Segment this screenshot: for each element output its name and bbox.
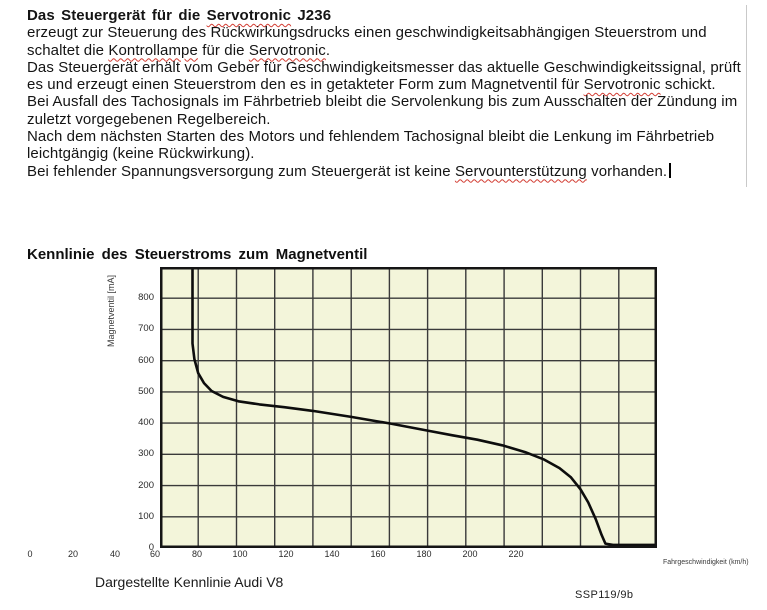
y-tick-label: 600 [138,354,154,366]
y-tick-label: 400 [138,417,154,429]
y-tick-label: 300 [138,448,154,460]
y-tick-label: 500 [138,385,154,397]
misspelled-word: Kontrollampe [108,41,198,59]
y-tick-label: 0 [148,542,154,553]
chart-plot-svg [160,267,657,548]
x-tick-label: 0 [27,549,33,559]
document-code: SSP119/9b [575,589,634,601]
text-line: es und erzeugt einen Steuerstrom den es in getakteter Form zum Magnetventil für Servotronic schickt. [27,76,716,94]
text-line: erzeugt zur Steuerung des Rückwirkungsdrucks einen geschwindigkeitsabhängigen Steuerstrom und [27,24,707,42]
misspelled-word: Servotronic [206,7,292,24]
text-line: Das Steuergerät für die Servotronic J236 [27,7,332,24]
x-tick-label: 40 [109,549,120,559]
scan-edge-artifact [746,5,747,187]
x-tick-label: 60 [149,549,160,559]
text-line: leichtgängig (keine Rückwirkung). [27,145,255,163]
y-axis-title: Magnetventil [mA] [106,274,116,348]
chart-title: Kennlinie des Steuerstroms zum Magnetventil [27,246,368,263]
x-tick-label: 20 [67,549,78,559]
text-cursor [669,163,671,178]
intro-paragraph[interactable] [27,7,749,180]
y-tick-label: 200 [138,479,154,491]
x-tick-label: 200 [462,549,478,559]
misspelled-word: Servotronic [248,41,326,59]
x-tick-label: 140 [324,549,340,559]
text-line: Bei Ausfall des Tachosignals im Fährbetrieb bleibt die Servolenkung bis zum Ausschalten der Zündung im [27,93,738,111]
y-tick-label: 800 [138,292,154,304]
text-line: zuletzt vorgegebenen Regelbereich. [27,110,271,128]
y-tick-label: 700 [138,323,154,335]
x-tick-label: 80 [191,549,202,559]
text-line: Das Steuergerät erhält vom Geber für Geschwindigkeitsmesser das aktuelle Geschwindigkeitssignal, prüft [27,58,741,76]
x-tick-label: 160 [370,549,386,559]
misspelled-word: Servotronic [583,76,661,94]
x-tick-label: 220 [508,549,524,559]
x-axis-title: Fahrgeschwindigkeit (km/h) [663,559,749,566]
text-line: schaltet die Kontrollampe für die Servotronic. [27,41,331,59]
y-tick-label: 100 [138,510,154,522]
text-line: Nach dem nächsten Starten des Motors und fehlendem Tachosignal bleibt die Lenkung im Fährbetrieb [27,128,715,146]
x-tick-label: 180 [416,549,432,559]
x-tick-label: 120 [278,549,294,559]
x-tick-label: 100 [232,549,248,559]
misspelled-word: Servounterstützung [454,162,587,180]
chart-caption: Dargestellte Kennlinie Audi V8 [95,574,284,590]
text-line: Bei fehlender Spannungsversorgung zum Steuergerät ist keine Servounterstützung vorhanden. [27,163,749,180]
